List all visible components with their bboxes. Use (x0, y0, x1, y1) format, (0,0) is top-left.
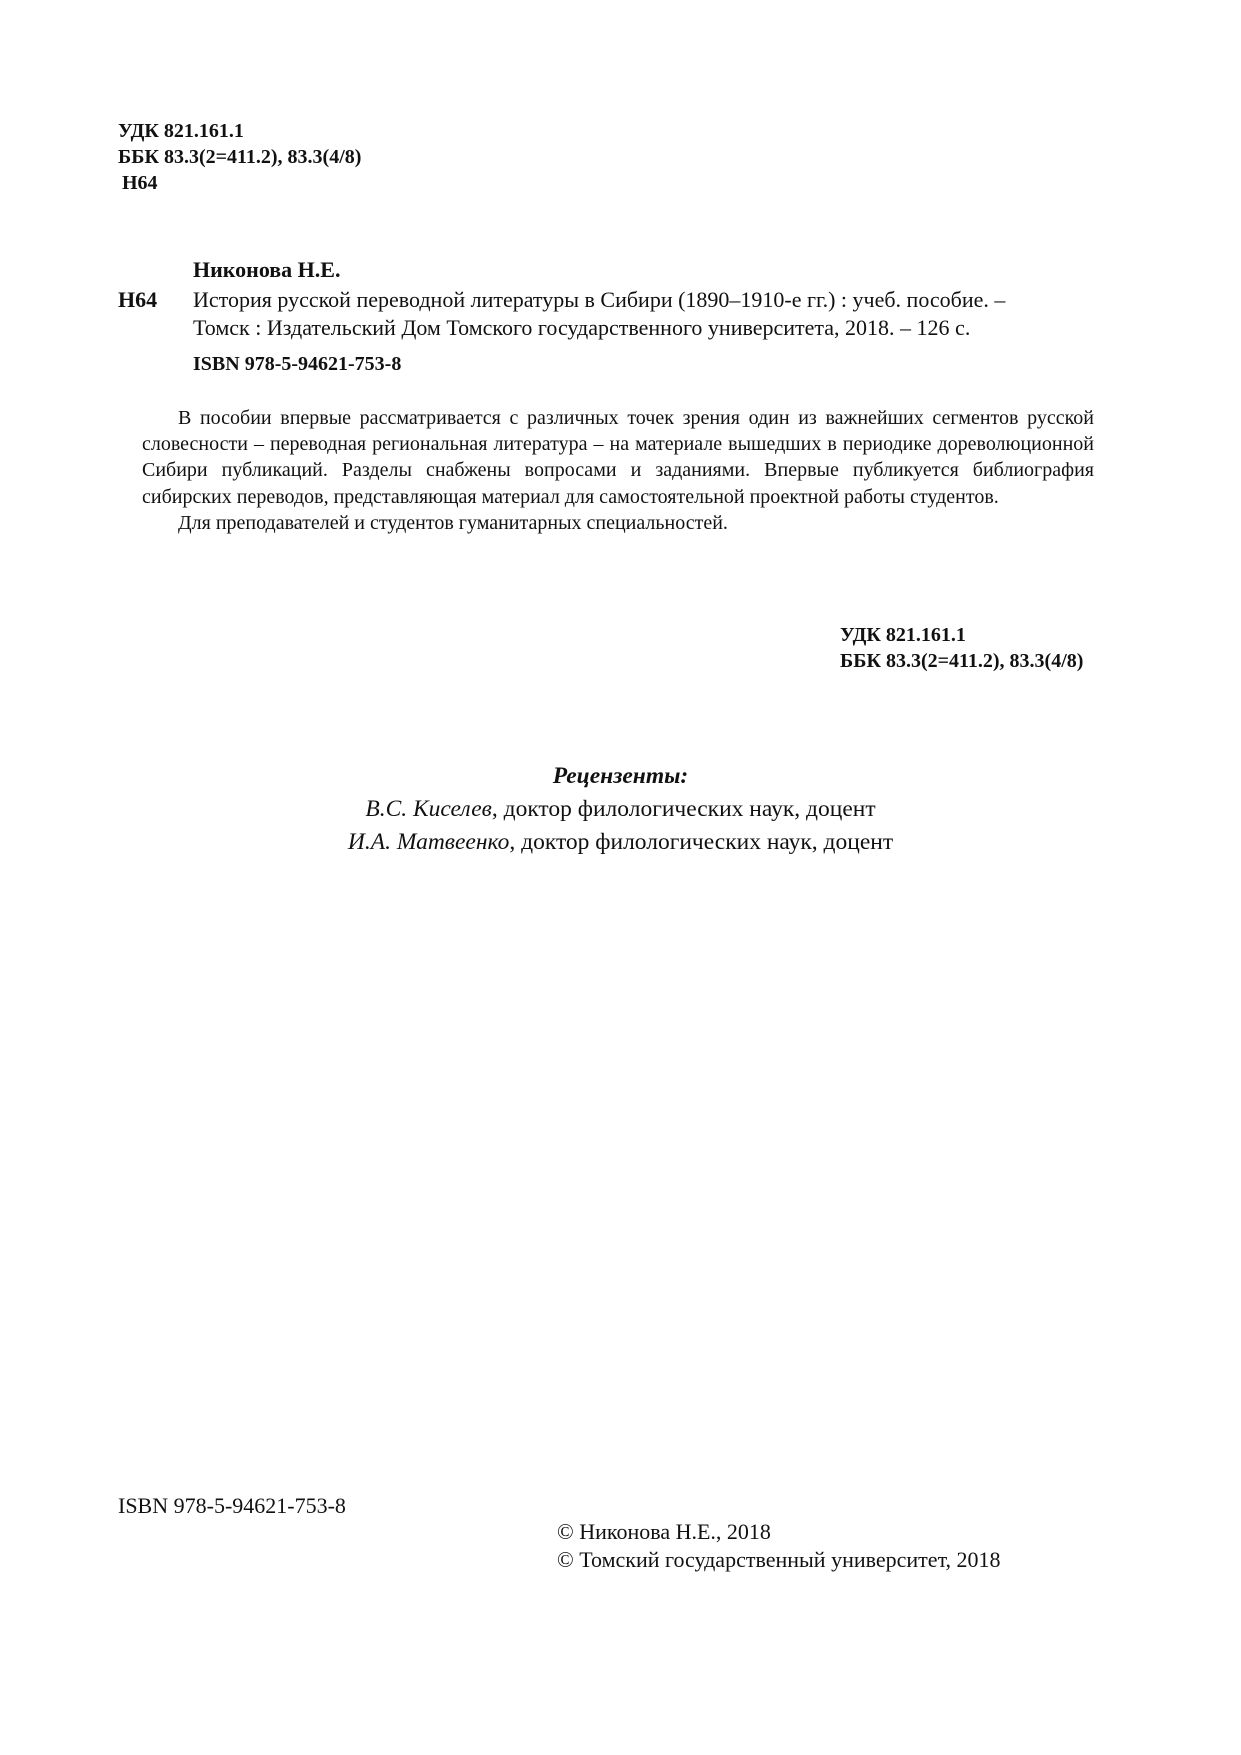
description-line-2: Томск : Издательский Дом Томского государственного университета, 2018. – 126 с. (193, 315, 971, 340)
copyright-university: © Томский государственный университет, 2018 (557, 1547, 1001, 1572)
bbk-top: ББК 83.3(2=411.2), 83.3(4/8) (118, 146, 362, 168)
bbk-right: ББК 83.3(2=411.2), 83.3(4/8) (840, 650, 1084, 672)
annotation-paragraph-2: Для преподавателей и студентов гуманитарных специальностей. (178, 511, 728, 534)
reviewers-block (0, 760, 1241, 859)
description-line-1: История русской переводной литературы в Сибири (1890–1910-е гг.) : учеб. пособие. – (193, 287, 1006, 312)
author-name: Никонова Н.Е. (193, 257, 341, 282)
reviewer-1-title: , доктор филологических наук, доцент (491, 796, 876, 822)
udk-top: УДК 821.161.1 (118, 120, 244, 142)
isbn-footer: ISBN 978-5-94621-753-8 (118, 1493, 346, 1518)
isbn-record: ISBN 978-5-94621-753-8 (193, 353, 402, 375)
reviewer-1 (0, 793, 1241, 826)
reviewer-2 (0, 826, 1241, 859)
author-sign: Н64 (118, 287, 158, 312)
copyright-author: © Никонова Н.Е., 2018 (557, 1519, 771, 1544)
annotation (142, 405, 1094, 536)
reviewer-1-name: В.С. Киселев (365, 796, 492, 822)
reviewer-2-title: , доктор филологических наук, доцент (509, 829, 894, 855)
reviewer-2-name: И.А. Матвеенко (347, 829, 510, 855)
reviewers-heading: Рецензенты: (552, 763, 689, 789)
annotation-paragraph-1: В пособии впервые рассматривается с различных точек зрения один из важнейших сегментов русской словесности – переводная региональная литература – на материале вышедших в периодике дореволюционной Сибири публикаций. Разделы снабжены вопросами и заданиями. Впервые публикуется библиография сибирских переводов, представляющая материал для самостоятельной проектной работы студентов. (142, 407, 1094, 508)
author-sign-top: Н64 (122, 172, 158, 194)
udk-right: УДК 821.161.1 (840, 624, 966, 646)
